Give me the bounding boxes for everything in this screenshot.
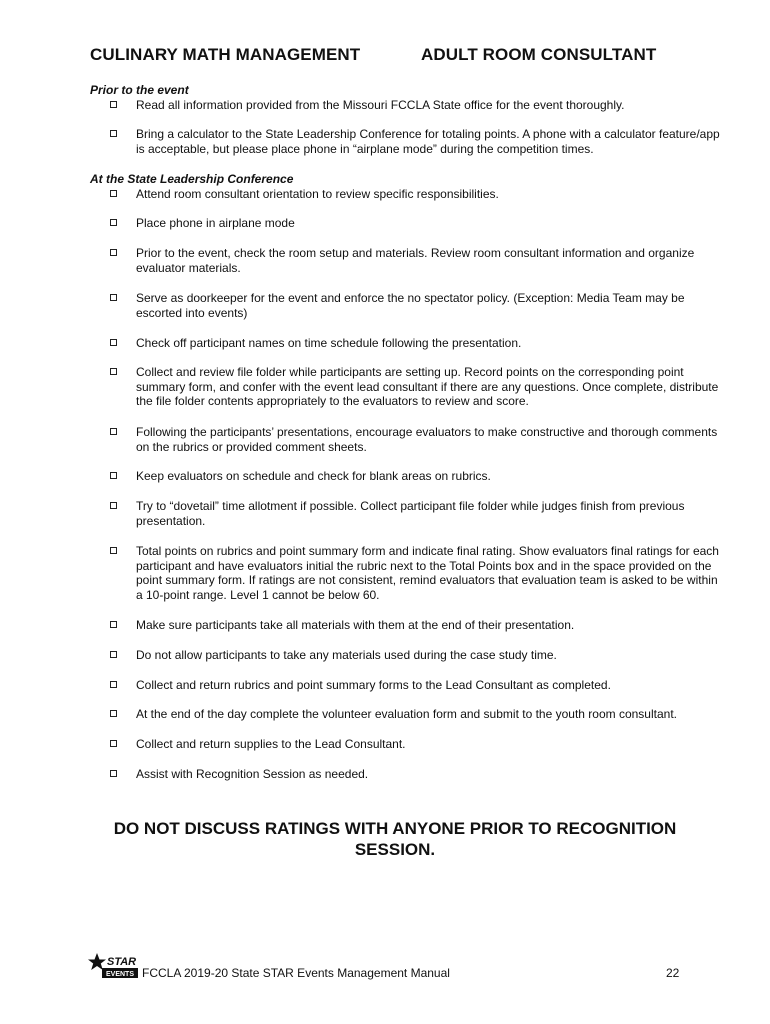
checkbox-bullet-icon [110, 130, 117, 137]
svg-text:EVENTS: EVENTS [105, 971, 135, 978]
checkbox-bullet-icon [110, 547, 117, 554]
list-item: Do not allow participants to take any materials used during the case study time. [110, 648, 720, 663]
list-item: Place phone in airplane mode [110, 216, 720, 231]
checkbox-bullet-icon [110, 621, 117, 628]
checkbox-bullet-icon [110, 472, 117, 479]
checkbox-bullet-icon [110, 651, 117, 658]
star-events-logo-icon [88, 950, 140, 984]
list-item: Collect and return supplies to the Lead Consultant. [110, 737, 720, 752]
checkbox-bullet-icon [110, 681, 117, 688]
list-item: Keep evaluators on schedule and check for blank areas on rubrics. [110, 469, 720, 484]
checkbox-bullet-icon [110, 101, 117, 108]
list-item: Read all information provided from the Missouri FCCLA State office for the event thoroughly. [110, 98, 720, 113]
section-title-conference: At the State Leadership Conference [90, 172, 294, 186]
list-item: Try to “dovetail” time allotment if possible. Collect participant file folder while judges finish from previous presentation. [110, 499, 720, 528]
list-item: Assist with Recognition Session as needed. [110, 767, 720, 782]
checkbox-bullet-icon [110, 190, 117, 197]
checkbox-bullet-icon [110, 740, 117, 747]
role-title: ADULT ROOM CONSULTANT [421, 45, 657, 64]
checkbox-bullet-icon [110, 502, 117, 509]
list-item: Serve as doorkeeper for the event and enforce the no spectator policy. (Exception: Media Team may be escorted into events) [110, 291, 720, 320]
section-title-prior: Prior to the event [90, 83, 189, 97]
page-number: 22 [666, 966, 680, 980]
checkbox-bullet-icon [110, 249, 117, 256]
checkbox-bullet-icon [110, 710, 117, 717]
list-item: Following the participants’ presentations, encourage evaluators to make constructive and thorough comments on the rubrics or provided comment sheets. [110, 425, 720, 454]
list-item: Attend room consultant orientation to review specific responsibilities. [110, 187, 720, 202]
list-item: Total points on rubrics and point summary form and indicate final rating. Show evaluators final ratings for each participant and have evaluators initial the rubric next to the Total Points box and in the space provided on the point summary form. If ratings are not consistent, remind evaluators that evaluation team is asked to be within a 10-point range. Level 1 cannot be below 60. [110, 544, 720, 602]
list-item: Make sure participants take all materials with them at the end of their presentation. [110, 618, 720, 633]
checkbox-bullet-icon [110, 294, 117, 301]
checkbox-bullet-icon [110, 770, 117, 777]
list-item: At the end of the day complete the volunteer evaluation form and submit to the youth room consultant. [110, 707, 720, 722]
list-item: Collect and review file folder while participants are setting up. Record points on the corresponding point summary form, and confer with the event lead consultant if there are any questions. Once complete, distribute the file folder contents appropriately to the evaluators to review and score. [110, 365, 720, 409]
list-item: Prior to the event, check the room setup and materials. Review room consultant information and organize evaluator materials. [110, 246, 720, 275]
svg-text:STAR: STAR [107, 956, 137, 968]
page-footer [88, 956, 688, 986]
list-item: Check off participant names on time schedule following the presentation. [110, 336, 720, 351]
checkbox-bullet-icon [110, 219, 117, 226]
event-title: CULINARY MATH MANAGEMENT [90, 45, 361, 64]
list-item: Collect and return rubrics and point summary forms to the Lead Consultant as completed. [110, 678, 720, 693]
warning-notice: DO NOT DISCUSS RATINGS WITH ANYONE PRIOR TO RECOGNITION SESSION. [113, 819, 677, 859]
checkbox-bullet-icon [110, 368, 117, 375]
manual-title: FCCLA 2019-20 State STAR Events Management Manual [142, 966, 450, 980]
list-item: Bring a calculator to the State Leadership Conference for totaling points. A phone with a calculator feature/app is acceptable, but please place phone in “airplane mode” during the competition times. [110, 127, 720, 156]
checkbox-bullet-icon [110, 339, 117, 346]
checkbox-bullet-icon [110, 428, 117, 435]
